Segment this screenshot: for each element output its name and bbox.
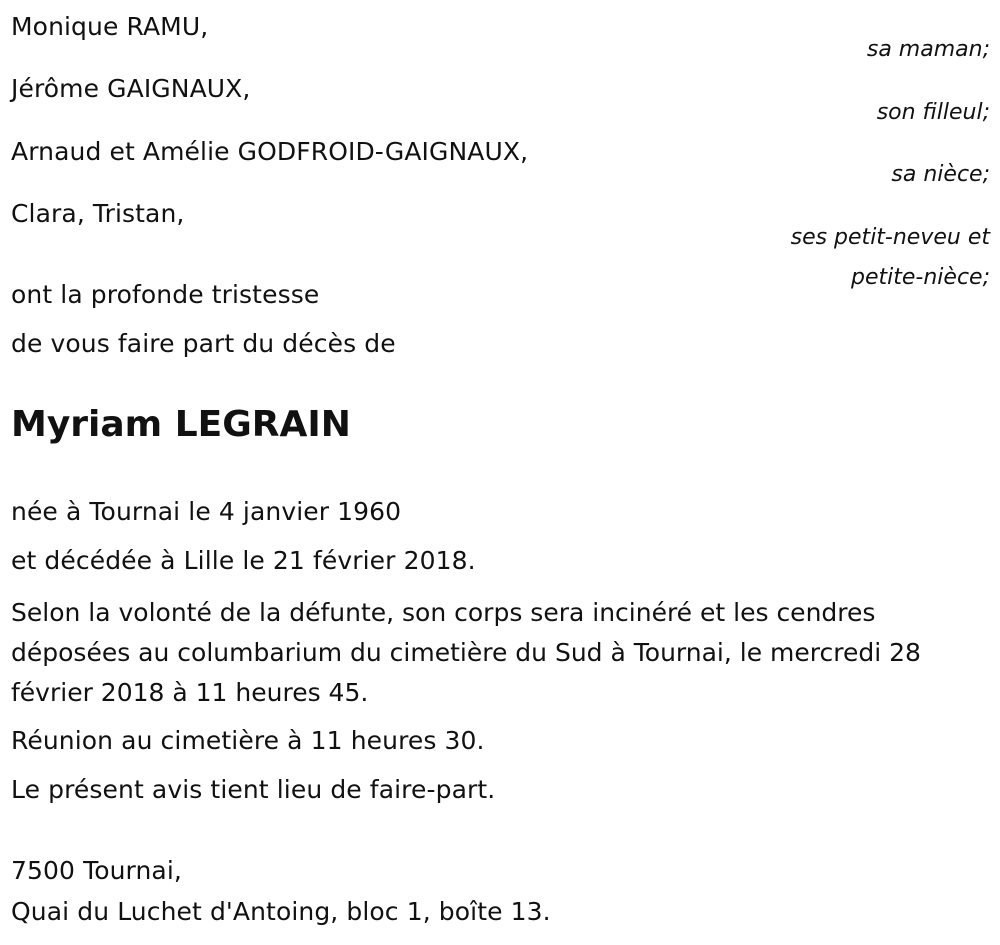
intro-line: de vous faire part du décès de xyxy=(11,329,396,358)
family-member-name: Monique RAMU, xyxy=(11,12,209,41)
notice-info: Le présent avis tient lieu de faire-part. xyxy=(11,775,496,804)
family-member-relation: son filleul; xyxy=(876,100,990,125)
address-street: Quai du Luchet d'Antoing, bloc 1, boîte 13. xyxy=(11,897,551,926)
family-member-relation: sa nièce; xyxy=(891,162,990,187)
death-info: et décédée à Lille le 21 février 2018. xyxy=(11,546,476,575)
birth-info: née à Tournai le 4 janvier 1960 xyxy=(11,497,402,526)
family-member-name: Clara, Tristan, xyxy=(11,199,185,228)
family-member-relation: sa maman; xyxy=(866,37,990,62)
deceased-name: Myriam LEGRAIN xyxy=(11,404,351,445)
family-member-name: Arnaud et Amélie GODFROID-GAIGNAUX, xyxy=(11,137,529,166)
meeting-info: Réunion au cimetière à 11 heures 30. xyxy=(11,726,485,755)
address-city: 7500 Tournai, xyxy=(11,856,182,885)
ceremony-info: Selon la volonté de la défunte, son corps sera incinéré et les cendres déposées au columbarium du cimetière du Sud à Tournai, le mercredi 28 février 2018 à 11 heures 45. xyxy=(11,598,921,707)
family-member-relation: ses petit-neveu et xyxy=(790,225,990,250)
family-member-relation-continued: petite-nièce; xyxy=(851,265,990,290)
family-member-name: Jérôme GAIGNAUX, xyxy=(11,74,251,103)
intro-line: ont la profonde tristesse xyxy=(11,280,320,309)
